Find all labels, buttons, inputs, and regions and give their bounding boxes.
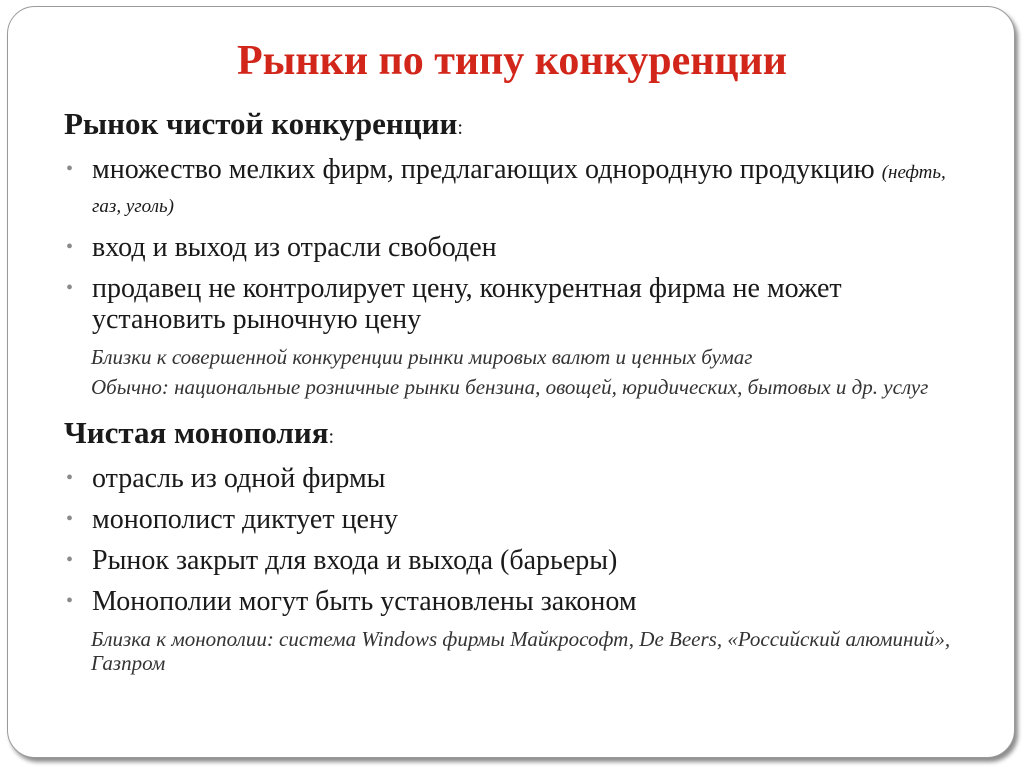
bullet-icon: •: [66, 590, 74, 612]
list-item-text: монополист диктует цену: [92, 504, 398, 535]
pure-monopoly-list: [64, 463, 964, 617]
list-item-text: множество мелких фирм, предлагающих однородную продукцию: [92, 154, 882, 185]
slide-content: [64, 106, 964, 681]
list-item: [64, 232, 964, 263]
bullet-icon: •: [66, 467, 74, 489]
section-heading-text: Рынок чистой конкуренции: [64, 106, 458, 141]
list-item-text: вход и выход из отрасли свободен: [92, 232, 497, 263]
list-item: [64, 273, 964, 335]
section-heading-text: Чистая монополия: [64, 415, 329, 450]
list-item-text: Монополии могут быть установлены законом: [92, 586, 637, 617]
section-heading-pure-competition: [64, 106, 964, 146]
heading-colon: :: [328, 426, 335, 448]
list-item: [64, 504, 964, 535]
pure-competition-list: [64, 154, 964, 335]
list-item-text: Рынок закрыт для входа и выхода (барьеры): [92, 545, 618, 576]
list-item: [64, 586, 964, 617]
slide-title: Рынки по типу конкуренции: [236, 38, 788, 84]
list-item-text: отрасль из одной фирмы: [92, 463, 386, 494]
note-text: Близки к совершенной конкуренции рынки мировых валют и ценных бумаг: [91, 345, 753, 369]
bullet-icon: •: [66, 277, 74, 299]
list-item-note: (нефть, газ, уголь): [92, 162, 946, 217]
section-heading-pure-monopoly: [64, 415, 964, 455]
bullet-icon: •: [66, 508, 74, 530]
list-item: [64, 154, 964, 222]
heading-colon: :: [457, 117, 463, 139]
list-item: [64, 463, 964, 494]
bullet-icon: •: [66, 158, 74, 180]
list-item: [64, 545, 964, 576]
bullet-icon: •: [66, 549, 74, 571]
note-text: Близка к монополии: система Windows фирмы Майкрософт, De Beers, «Российский алюминий», Газпром: [91, 627, 951, 675]
list-item-text: продавец не контролирует цену, конкурентная фирма не может установить рыночную цену: [92, 273, 842, 335]
note-text: Обычно: национальные розничные рынки бензина, овощей, юридических, бытовых и др. услуг: [91, 375, 929, 399]
bullet-icon: •: [66, 236, 74, 258]
